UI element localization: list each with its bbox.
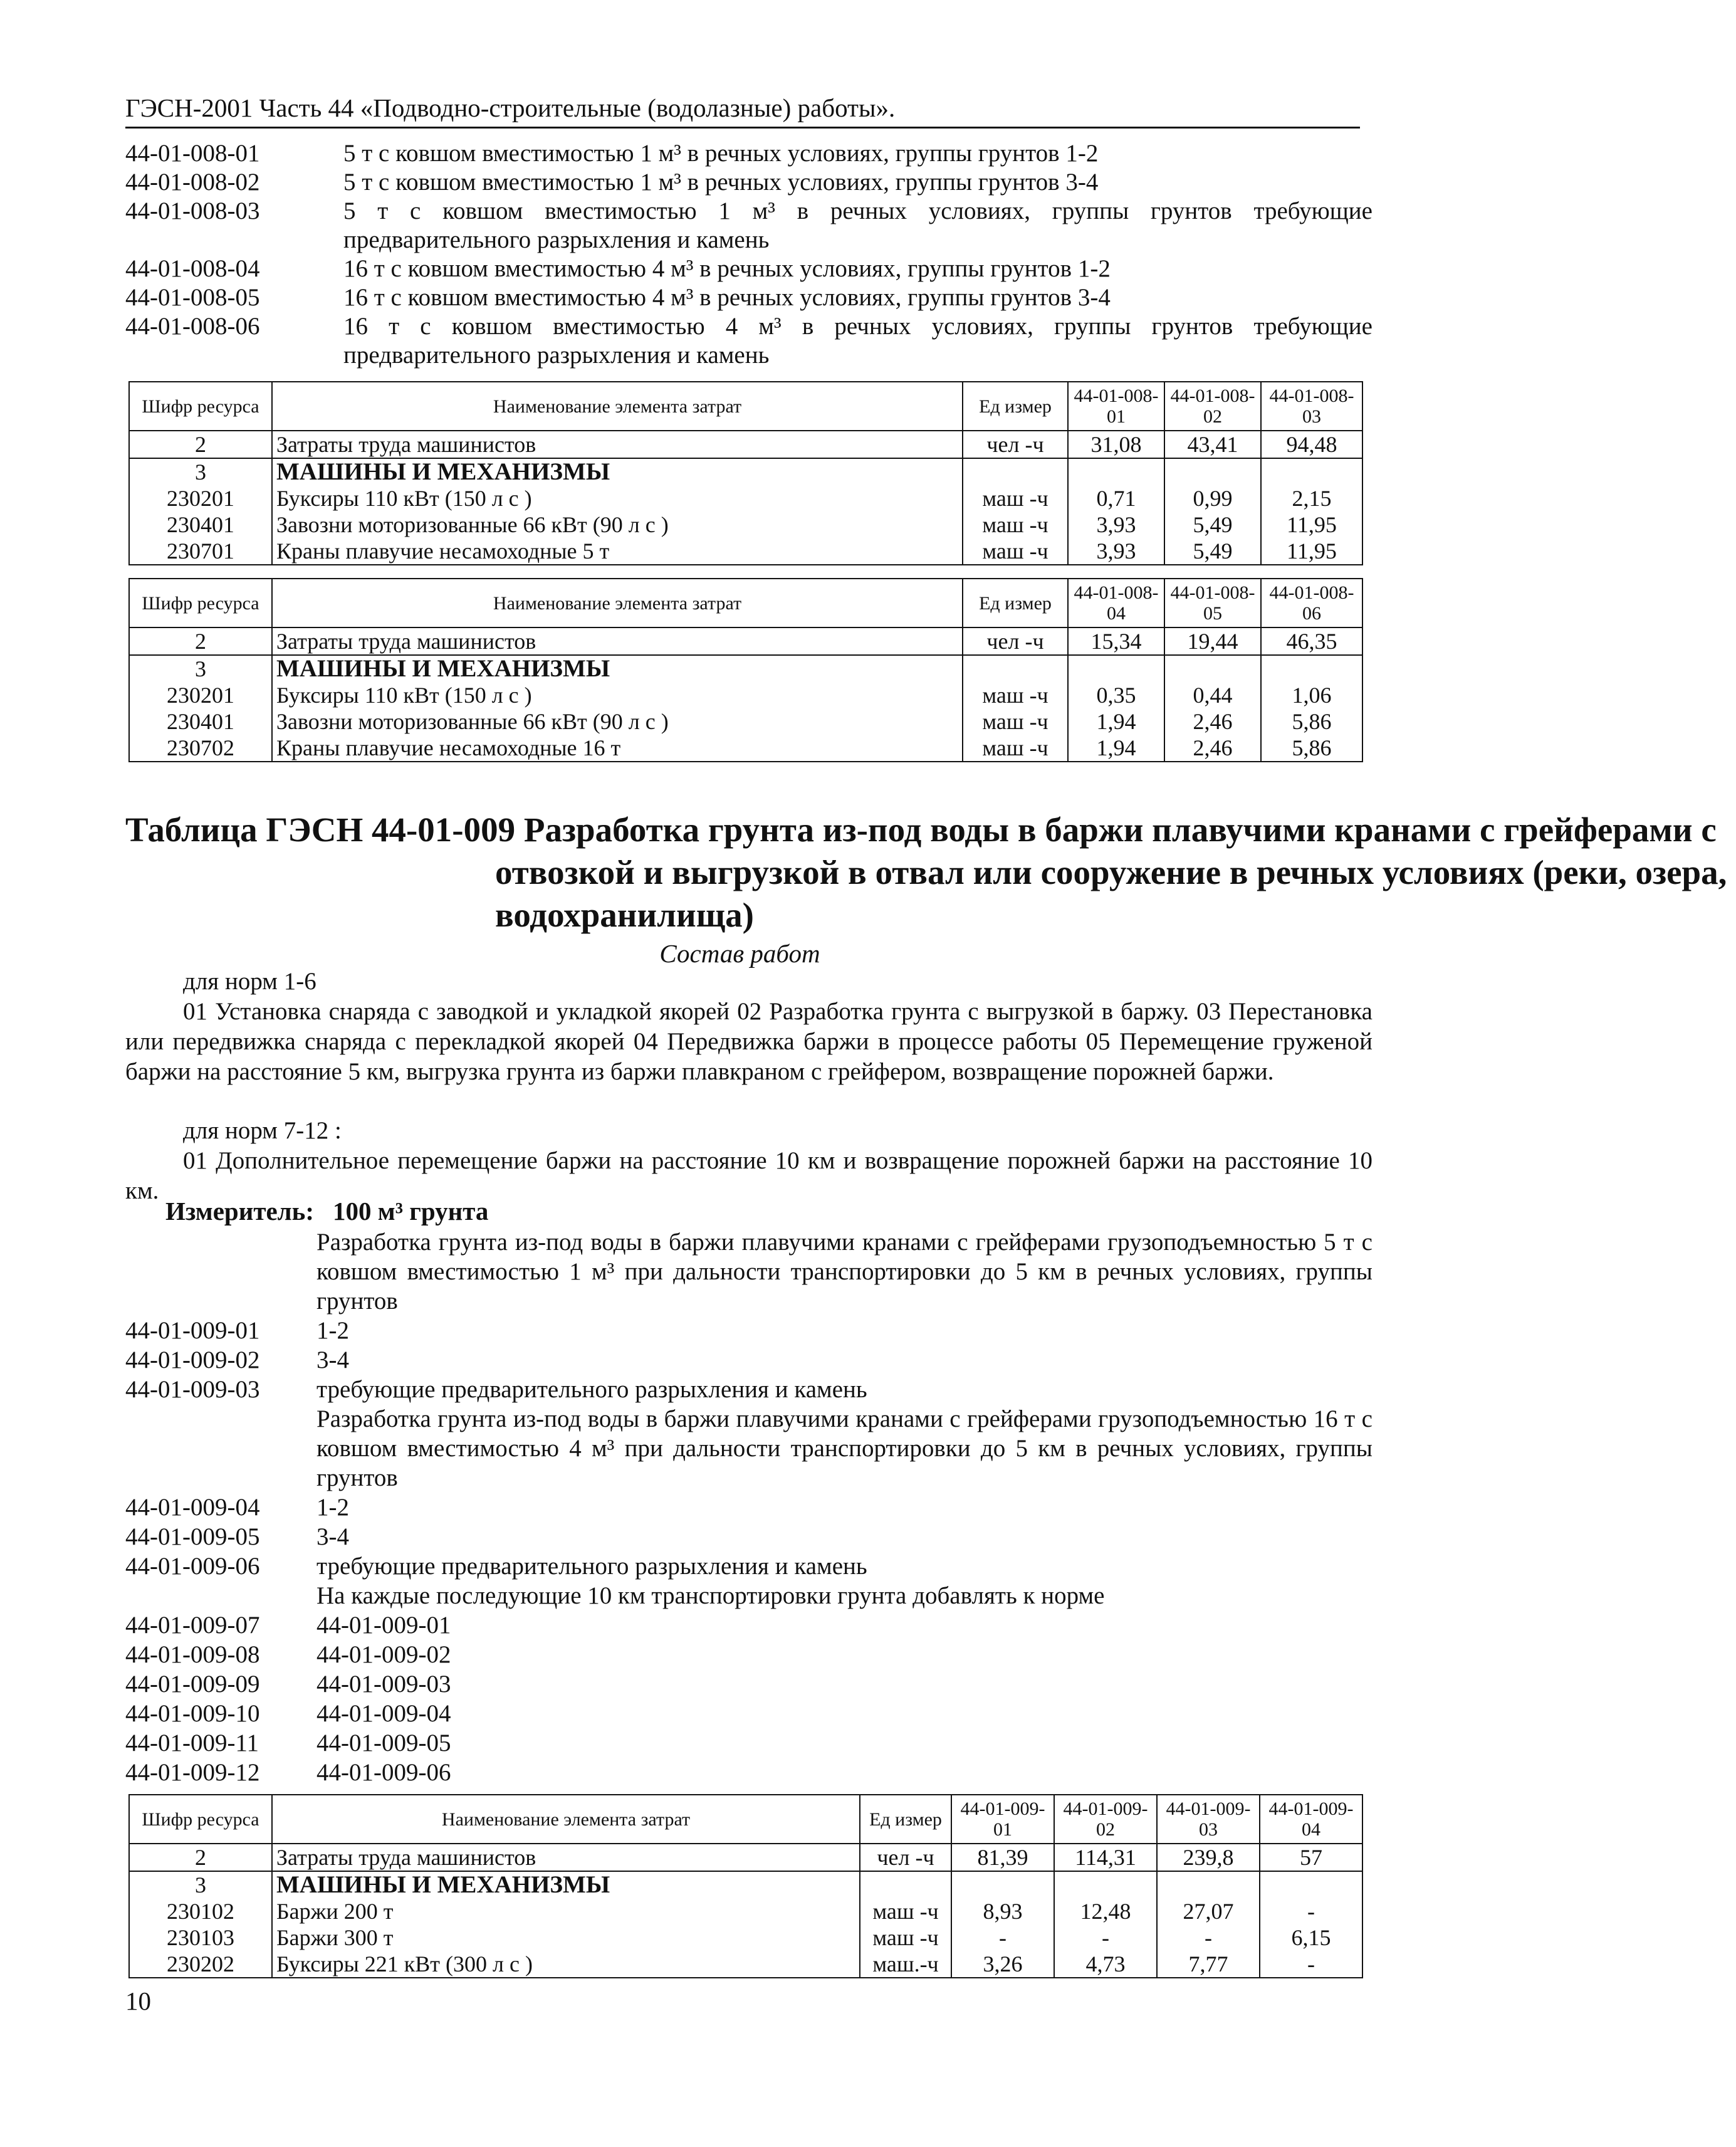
norms-7-12-label: для норм 7-12 :	[183, 1117, 342, 1144]
group-intro: Разработка грунта из-под воды в баржи плавучими кранами с грейферами грузоподъемностью 5 т с ковшом вместимостью 1 м³ при дальности транспортировки до 5 км в речных условиях, группы грунтов	[316, 1229, 1373, 1315]
cell-section-name: МАШИНЫ И МЕХАНИЗМЫ	[272, 1871, 860, 1898]
norm-row	[125, 255, 1373, 283]
cell-name: Затраты труда машинистов	[272, 431, 963, 458]
cell-unit: чел -ч	[963, 627, 1068, 655]
table-row	[129, 708, 1362, 735]
cell-value: 1,06	[1261, 682, 1362, 708]
col-header-norm: 44-01-009-04	[1260, 1795, 1362, 1844]
col-header-norm: 44-01-008-02	[1164, 382, 1261, 431]
cell-section-name: МАШИНЫ И МЕХАНИЗМЫ	[272, 458, 963, 485]
norm-text: 3-4	[316, 1523, 349, 1550]
norm-code: 44-01-009-01	[125, 1317, 260, 1344]
norm-code: 44-01-009-05	[125, 1523, 260, 1550]
norm-row	[125, 1758, 1373, 1787]
col-header-unit: Ед измер	[963, 382, 1068, 431]
cell-code: 230201	[129, 682, 272, 708]
cell-unit: маш -ч	[963, 512, 1068, 538]
table-row	[129, 1924, 1362, 1951]
cell-code: 230701	[129, 538, 272, 565]
cell-value: 27,07	[1157, 1898, 1260, 1924]
norm-text: 1-2	[316, 1494, 349, 1521]
cell-name: Буксиры 110 кВт (150 л с )	[272, 485, 963, 512]
cell-value: 3,93	[1068, 512, 1164, 538]
norm-text: 5 т с ковшом вместимостью 1 м³ в речных условиях, группы грунтов 3-4	[343, 169, 1099, 196]
measurer	[165, 1196, 488, 1226]
norm-row	[125, 1610, 1373, 1640]
cell-unit: маш.-ч	[860, 1951, 951, 1978]
cell-value: -	[1157, 1924, 1260, 1951]
norm-text: 44-01-009-02	[316, 1641, 451, 1668]
col-header-norm: 44-01-008-06	[1261, 579, 1362, 627]
cell-value: 0,99	[1164, 485, 1261, 512]
running-head: ГЭСН-2001 Часть 44 «Подводно-строительные (водолазные) работы».	[125, 93, 1360, 129]
cell-value: 81,39	[951, 1844, 1054, 1871]
col-header-unit: Ед измер	[860, 1795, 951, 1844]
cell-name: Затраты труда машинистов	[272, 1844, 860, 1871]
norm-text: 44-01-009-03	[316, 1671, 451, 1698]
col-header-code: Шифр ресурса	[129, 1795, 272, 1844]
cell-code: 230401	[129, 708, 272, 735]
norm-row	[125, 1345, 1373, 1375]
cell-unit	[963, 655, 1068, 682]
col-header-name: Наименование элемента затрат	[272, 1795, 860, 1844]
section-title: Таблица ГЭСН 44-01-009 Разработка грунта из-под воды в баржи плавучими кранами с грейферами с отвозкой и выгрузкой в отвал или сооружение в речных условиях (реки, озера, водохранилища)	[125, 811, 1727, 934]
cell-code: 2	[129, 431, 272, 458]
cell-unit: чел -ч	[860, 1844, 951, 1871]
norm-row	[125, 1522, 1373, 1551]
table-row	[129, 431, 1362, 458]
col-header-norm: 44-01-009-02	[1054, 1795, 1157, 1844]
cell-value: -	[1054, 1924, 1157, 1951]
col-header-name: Наименование элемента затрат	[272, 579, 963, 627]
col-header-norm: 44-01-008-01	[1068, 382, 1164, 431]
norm-code: 44-01-009-04	[125, 1494, 260, 1521]
table-row	[129, 1951, 1362, 1978]
table-row	[129, 1844, 1362, 1871]
cell-value	[1164, 458, 1261, 485]
cell-name: Краны плавучие несамоходные 16 т	[272, 735, 963, 762]
norm-row	[125, 1699, 1373, 1728]
norm-row	[125, 1316, 1373, 1345]
col-header-norm: 44-01-008-03	[1261, 382, 1362, 431]
cell-code: 3	[129, 655, 272, 682]
norm-text: 5 т с ковшом вместимостью 1 м³ в речных условиях, группы грунтов требующие предварительного разрыхления и камень	[343, 197, 1373, 253]
cell-code: 2	[129, 1844, 272, 1871]
cell-value: 57	[1260, 1844, 1362, 1871]
cell-value: 31,08	[1068, 431, 1164, 458]
cell-value: 3,93	[1068, 538, 1164, 565]
measurer-label: Измеритель:	[165, 1197, 315, 1226]
norm-list-008	[125, 139, 1373, 370]
cell-name: Краны плавучие несамоходные 5 т	[272, 538, 963, 565]
work-composition-label: Состав работ	[659, 939, 820, 968]
cell-name: Завозни моторизованные 66 кВт (90 л с )	[272, 512, 963, 538]
cell-section-name: МАШИНЫ И МЕХАНИЗМЫ	[272, 655, 963, 682]
cell-unit: маш -ч	[963, 682, 1068, 708]
cell-value: -	[1260, 1898, 1362, 1924]
norm-code: 44-01-009-07	[125, 1612, 260, 1639]
norm-code: 44-01-009-10	[125, 1700, 260, 1727]
cell-value: 1,94	[1068, 708, 1164, 735]
norm-code: 44-01-009-11	[125, 1730, 259, 1756]
norms-1-6-label: для норм 1-6	[183, 968, 316, 995]
table-row	[129, 538, 1362, 565]
table-row	[129, 512, 1362, 538]
cell-unit: маш -ч	[860, 1924, 951, 1951]
cell-value: 5,49	[1164, 538, 1261, 565]
cell-value	[1054, 1871, 1157, 1898]
col-header-norm: 44-01-009-03	[1157, 1795, 1260, 1844]
norm-code: 44-01-008-01	[125, 140, 260, 167]
norm-row	[125, 1551, 1373, 1581]
cell-code: 230102	[129, 1898, 272, 1924]
cell-name: Буксиры 221 кВт (300 л с )	[272, 1951, 860, 1978]
cell-value: 12,48	[1054, 1898, 1157, 1924]
norm-code: 44-01-008-04	[125, 255, 260, 282]
cell-name: Затраты труда машинистов	[272, 627, 963, 655]
norm-row	[125, 197, 1373, 255]
norm-text: 16 т с ковшом вместимостью 4 м³ в речных условиях, группы грунтов 3-4	[343, 284, 1111, 311]
cell-value: -	[951, 1924, 1054, 1951]
norm-text: требующие предварительного разрыхления и камень	[316, 1553, 867, 1580]
cell-value	[1068, 655, 1164, 682]
cell-value: 2,46	[1164, 735, 1261, 762]
col-header-code: Шифр ресурса	[129, 382, 272, 431]
cell-name: Завозни моторизованные 66 кВт (90 л с )	[272, 708, 963, 735]
table-row	[129, 458, 1362, 485]
cell-value: 7,77	[1157, 1951, 1260, 1978]
norm-text: 5 т с ковшом вместимостью 1 м³ в речных условиях, группы грунтов 1-2	[343, 140, 1099, 167]
norm-text: 16 т с ковшом вместимостью 4 м³ в речных условиях, группы грунтов 1-2	[343, 255, 1111, 282]
page-number: 10	[125, 1987, 151, 2015]
cell-value	[1068, 458, 1164, 485]
norm-code: 44-01-009-12	[125, 1759, 260, 1786]
measurer-value: 100 м³ грунта	[333, 1197, 489, 1226]
norm-row	[125, 283, 1373, 312]
norm-code: 44-01-009-09	[125, 1671, 260, 1698]
norms-1-6-text: 01 Установка снаряда с заводкой и укладкой якорей 02 Разработка грунта с выгрузкой в баржу. 03 Перестановка или передвижка снаряда с перекладкой якорей 04 Передвижка баржи в процессе работы 05 Перемещение груженой баржи на расстояние 5 км, выгрузка грунта из баржи плавкраном с грейфером, возвращение порожней баржи.	[125, 998, 1373, 1085]
cell-code: 3	[129, 458, 272, 485]
table-row	[129, 485, 1362, 512]
norm-row	[125, 1728, 1373, 1758]
cell-code: 230702	[129, 735, 272, 762]
col-header-norm: 44-01-008-04	[1068, 579, 1164, 627]
cell-value: 19,44	[1164, 627, 1261, 655]
cell-value: 1,94	[1068, 735, 1164, 762]
col-header-norm: 44-01-009-01	[951, 1795, 1054, 1844]
cell-unit: маш -ч	[860, 1898, 951, 1924]
cell-value: 5,86	[1261, 708, 1362, 735]
group-intro: На каждые последующие 10 км транспортировки грунта добавлять к норме	[316, 1582, 1105, 1609]
cell-value: 239,8	[1157, 1844, 1260, 1871]
cell-unit: чел -ч	[963, 431, 1068, 458]
table-row	[129, 655, 1362, 682]
norm-code: 44-01-009-03	[125, 1376, 260, 1403]
cell-value: 0,35	[1068, 682, 1164, 708]
cell-value: 2,15	[1261, 485, 1362, 512]
cell-value: 3,26	[951, 1951, 1054, 1978]
cell-code: 230202	[129, 1951, 272, 1978]
group-intro: Разработка грунта из-под воды в баржи плавучими кранами с грейферами грузоподъемностью 16 т с ковшом вместимостью 4 м³ при дальности транспортировки до 5 км в речных условиях, группы грунтов	[316, 1405, 1373, 1491]
cell-unit	[860, 1871, 951, 1898]
col-header-name: Наименование элемента затрат	[272, 382, 963, 431]
cell-value	[1164, 655, 1261, 682]
cell-code: 230103	[129, 1924, 272, 1951]
cell-code: 230401	[129, 512, 272, 538]
cell-value: 5,49	[1164, 512, 1261, 538]
cell-name: Баржи 300 т	[272, 1924, 860, 1951]
norm-text: 44-01-009-06	[316, 1759, 451, 1786]
norm-code: 44-01-009-06	[125, 1553, 260, 1580]
norm-text: 1-2	[316, 1317, 349, 1344]
cell-value	[1157, 1871, 1260, 1898]
norm-text: 44-01-009-01	[316, 1612, 451, 1639]
norm-list-009	[125, 1227, 1373, 1787]
col-header-unit: Ед измер	[963, 579, 1068, 627]
norm-row	[125, 312, 1373, 370]
cell-code: 3	[129, 1871, 272, 1898]
norm-code: 44-01-009-08	[125, 1641, 260, 1668]
table-row	[129, 627, 1362, 655]
cell-value: 114,31	[1054, 1844, 1157, 1871]
resource-table-1	[128, 381, 1363, 565]
cell-unit: маш -ч	[963, 735, 1068, 762]
cell-value: 8,93	[951, 1898, 1054, 1924]
table-row	[129, 682, 1362, 708]
norm-row	[125, 168, 1373, 197]
cell-value: 11,95	[1261, 512, 1362, 538]
table-header-row	[129, 579, 1362, 627]
norm-text: 16 т с ковшом вместимостью 4 м³ в речных условиях, группы грунтов требующие предварительного разрыхления и камень	[343, 313, 1373, 369]
cell-unit	[963, 458, 1068, 485]
norms-7-12-text: 01 Дополнительное перемещение баржи на расстояние 10 км и возвращение порожней баржи на расстояние 10 км.	[125, 1147, 1373, 1204]
norm-code: 44-01-008-06	[125, 313, 260, 340]
cell-value	[1261, 458, 1362, 485]
cell-unit: маш -ч	[963, 538, 1068, 565]
norm-row	[125, 1493, 1373, 1522]
cell-value: 5,86	[1261, 735, 1362, 762]
table-header-row	[129, 382, 1362, 431]
cell-value: 0,44	[1164, 682, 1261, 708]
cell-code: 230201	[129, 485, 272, 512]
norm-text: требующие предварительного разрыхления и камень	[316, 1376, 867, 1403]
cell-name: Баржи 200 т	[272, 1898, 860, 1924]
cell-unit: маш -ч	[963, 708, 1068, 735]
cell-value: 2,46	[1164, 708, 1261, 735]
cell-value: 46,35	[1261, 627, 1362, 655]
table-row	[129, 1871, 1362, 1898]
col-header-code: Шифр ресурса	[129, 579, 272, 627]
norm-text: 44-01-009-04	[316, 1700, 451, 1727]
cell-value: 43,41	[1164, 431, 1261, 458]
col-header-norm: 44-01-008-05	[1164, 579, 1261, 627]
norm-row	[125, 1375, 1373, 1404]
cell-code: 2	[129, 627, 272, 655]
table-header-row	[129, 1795, 1362, 1844]
norm-row	[125, 1640, 1373, 1669]
norm-code: 44-01-008-05	[125, 284, 260, 311]
resource-table-2	[128, 578, 1363, 762]
cell-value: -	[1260, 1951, 1362, 1978]
resource-table-3	[128, 1794, 1363, 1978]
norm-code: 44-01-009-02	[125, 1346, 260, 1373]
cell-value: 0,71	[1068, 485, 1164, 512]
norm-code: 44-01-008-02	[125, 169, 260, 196]
norm-row	[125, 1669, 1373, 1699]
norm-row	[125, 139, 1373, 168]
norm-text: 3-4	[316, 1346, 349, 1373]
table-row	[129, 735, 1362, 762]
cell-value: 4,73	[1054, 1951, 1157, 1978]
norm-code: 44-01-008-03	[125, 197, 260, 224]
cell-value	[1260, 1871, 1362, 1898]
cell-value	[951, 1871, 1054, 1898]
cell-value	[1261, 655, 1362, 682]
cell-name: Буксиры 110 кВт (150 л с )	[272, 682, 963, 708]
cell-value: 6,15	[1260, 1924, 1362, 1951]
norm-text: 44-01-009-05	[316, 1730, 451, 1756]
cell-value: 94,48	[1261, 431, 1362, 458]
table-row	[129, 1898, 1362, 1924]
cell-unit: маш -ч	[963, 485, 1068, 512]
cell-value: 11,95	[1261, 538, 1362, 565]
cell-value: 15,34	[1068, 627, 1164, 655]
